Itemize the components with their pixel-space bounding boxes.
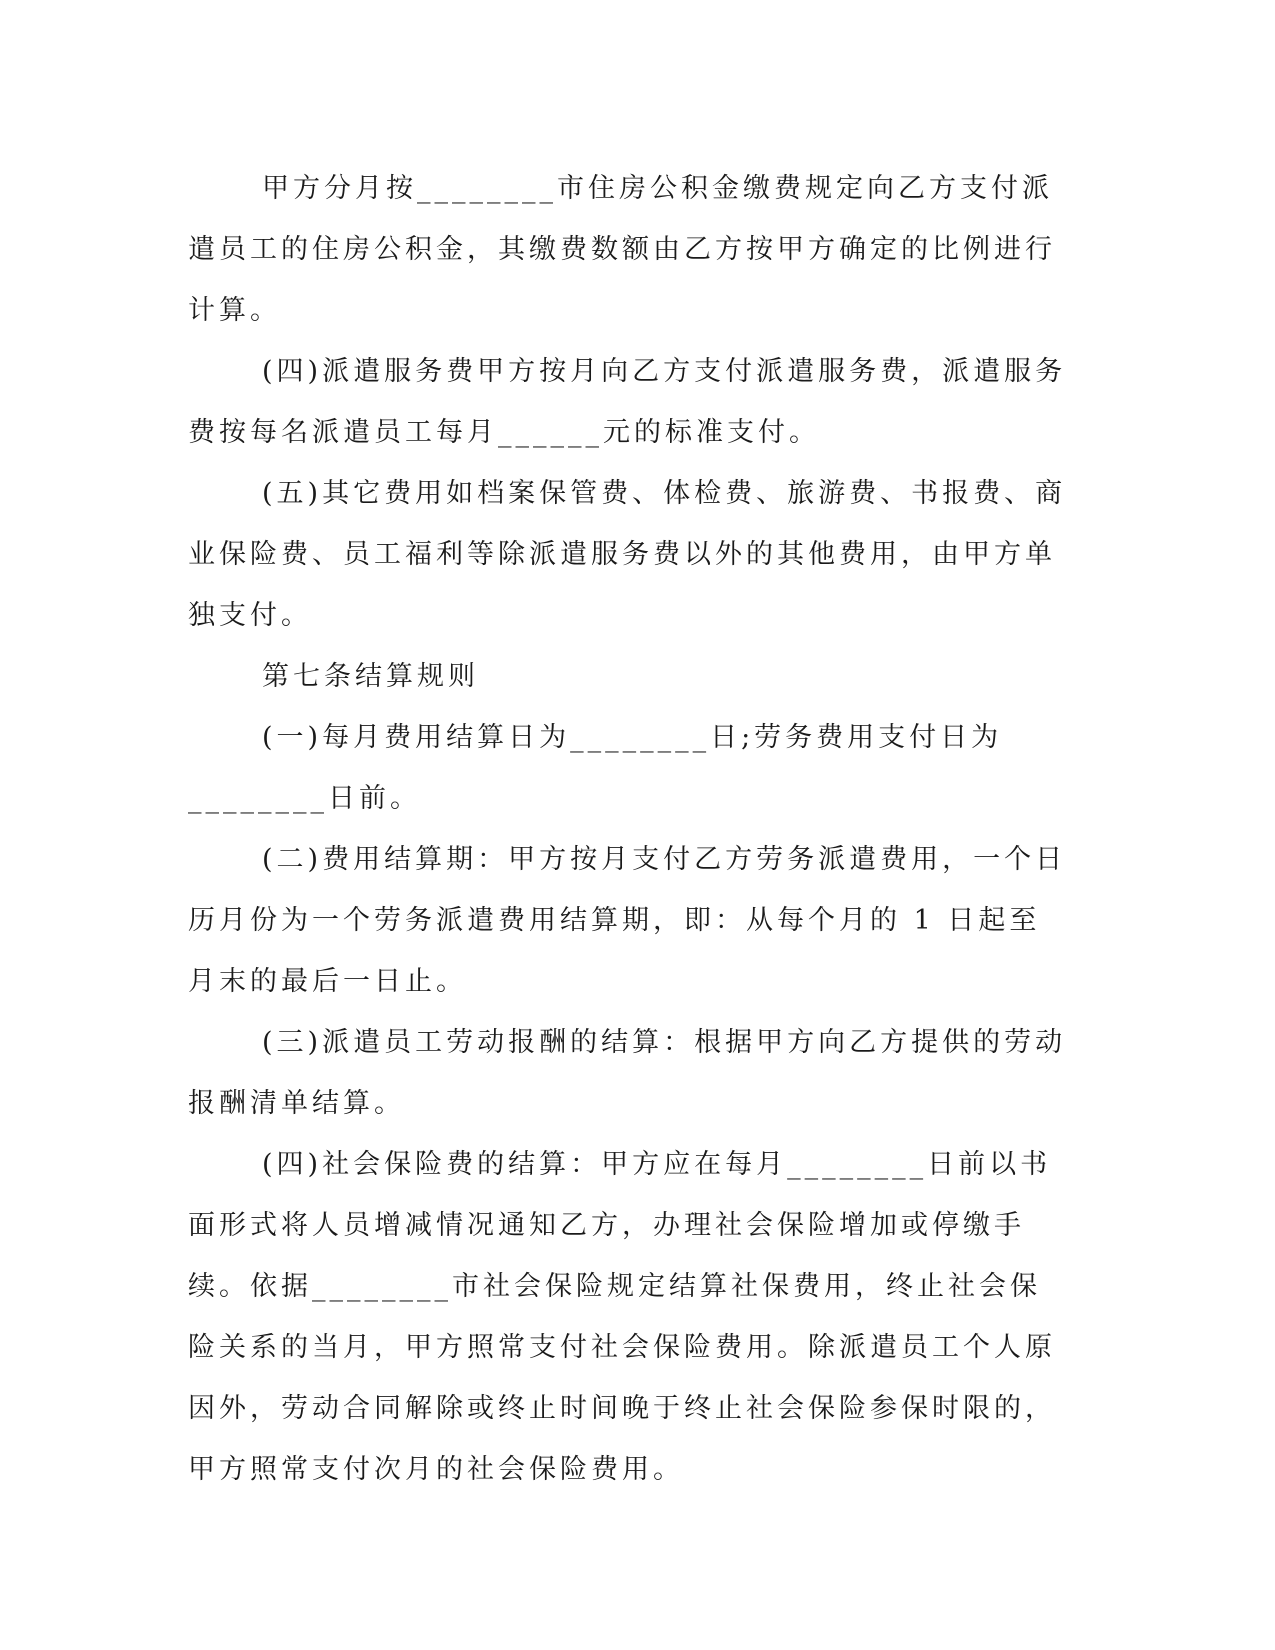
paragraph-settlement-date: (一)每月费用结算日为________日;劳务费用支付日为________日前。 [188, 722, 1003, 814]
paragraph-other-fees: (五)其它费用如档案保管费、体检费、旅游费、书报费、商业保险费、员工福利等除派遣服务费以外的其他费用，由甲方单独支付。 [188, 478, 1067, 631]
article-seven-heading: 第七条结算规则 [262, 661, 479, 692]
paragraph-settlement-period: (二)费用结算期：甲方按月支付乙方劳务派遣费用，一个日历月份为一个劳务派遣费用结算期，即：从每个月的 1 日起至月末的最后一日止。 [188, 844, 1067, 997]
paragraph-remuneration-settlement: (三)派遣员工劳动报酬的结算：根据甲方向乙方提供的劳动报酬清单结算。 [188, 1027, 1067, 1119]
paragraph-housing-fund: 甲方分月按________市住房公积金缴费规定向乙方支付派遣员工的住房公积金，其缴费数额由乙方按甲方确定的比例进行计算。 [188, 173, 1056, 326]
document-body [188, 158, 1068, 1500]
paragraph-dispatch-service-fee: (四)派遣服务费甲方按月向乙方支付派遣服务费，派遣服务费按每名派遣员工每月______元的标准支付。 [188, 356, 1067, 448]
paragraph-social-insurance-settlement: (四)社会保险费的结算：甲方应在每月________日前以书面形式将人员增减情况通知乙方，办理社会保险增加或停缴手续。依据________市社会保险规定结算社保费用，终止社会保险关系的当月，甲方照常支付社会保险费用。除派遣员工个人原因外，劳动合同解除或终止时间晚于终止社会保险参保时限的，甲方照常支付次月的社会保险费用。 [188, 1149, 1056, 1485]
